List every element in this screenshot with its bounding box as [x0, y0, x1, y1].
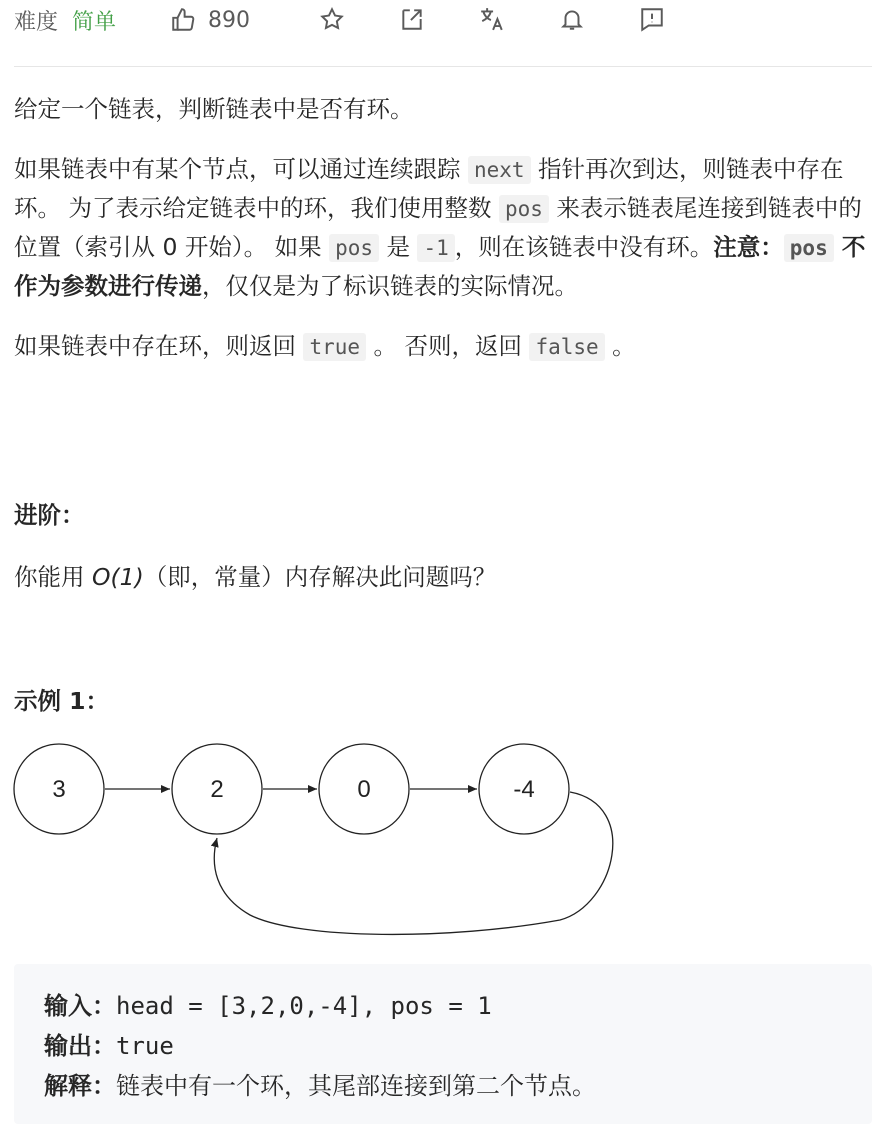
text: （即，常量）内存解决此问题吗？: [143, 563, 497, 591]
code-pos: pos: [784, 234, 834, 262]
share-icon[interactable]: [399, 6, 425, 32]
input-label: 输入：: [44, 992, 116, 1020]
input-value: head = [3,2,0,-4], pos = 1: [116, 992, 492, 1020]
text: 如果链表中存在环，则返回: [14, 332, 304, 360]
output-value: true: [116, 1032, 174, 1060]
description-paragraph-1: 给定一个链表，判断链表中是否有环。: [14, 95, 414, 123]
text: 你能用: [14, 563, 92, 591]
list-node: [319, 744, 409, 834]
advanced-text: [14, 558, 496, 596]
linked-list-diagram: [0, 735, 880, 945]
text: 指针再次到达，则链表中存在环。 为了表示给定链表中的环，我们使用整数: [14, 155, 844, 222]
difficulty-label: 难度: [14, 9, 59, 35]
like-button[interactable]: [170, 7, 250, 33]
code-true: true: [303, 333, 366, 361]
example-output: [44, 1026, 174, 1061]
example-1-title: 示例 1：: [14, 687, 110, 715]
toolbar-divider: [14, 66, 872, 67]
note-bold-text: 不作为参数进行传递: [14, 233, 866, 300]
explain-value: 链表中有一个环，其尾部连接到第二个节点。: [116, 1072, 596, 1100]
node-value: -4: [513, 776, 535, 803]
list-node: [479, 744, 569, 834]
list-node: [14, 744, 104, 834]
text: 来表示链表尾连接到链表中的位置（索引从 0 开始）。 如果: [14, 194, 862, 261]
code-next: next: [468, 156, 531, 184]
description-paragraph-2: [14, 150, 872, 305]
thumbs-up-icon: [170, 7, 196, 33]
star-icon[interactable]: [319, 6, 345, 32]
text: 。 否则，返回: [366, 332, 530, 360]
text: 。: [604, 332, 636, 360]
complexity: O(1): [91, 563, 144, 591]
note-label: 注意：: [713, 233, 784, 261]
feedback-icon[interactable]: [639, 6, 665, 32]
code-false: false: [529, 333, 604, 361]
code-pos: pos: [329, 234, 379, 262]
problem-toolbar: [14, 0, 874, 40]
text: 如果链表中有某个节点，可以通过连续跟踪: [14, 155, 468, 183]
code-pos: pos: [499, 195, 549, 223]
difficulty-badge: 简单: [72, 9, 117, 35]
explain-label: 解释：: [44, 1072, 116, 1100]
example-1-block: [14, 964, 872, 1124]
problem-description: [14, 90, 872, 366]
node-value: 2: [210, 776, 224, 803]
like-count: 890: [208, 7, 251, 33]
text: 是: [379, 233, 418, 261]
example-explanation: [44, 1066, 596, 1101]
translate-icon[interactable]: [479, 6, 505, 32]
code-minus-one: -1: [417, 234, 454, 262]
advanced-title: 进阶：: [14, 501, 85, 529]
output-label: 输出：: [44, 1032, 116, 1060]
text: ，仅仅是为了标识链表的实际情况。: [202, 272, 578, 300]
description-paragraph-3: [14, 327, 872, 366]
example-input: [44, 986, 492, 1021]
list-node: [172, 744, 262, 834]
node-value: 3: [52, 776, 66, 803]
bell-icon[interactable]: [559, 6, 585, 32]
node-value: 0: [357, 776, 371, 803]
text: ，则在该链表中没有环。: [454, 233, 714, 261]
